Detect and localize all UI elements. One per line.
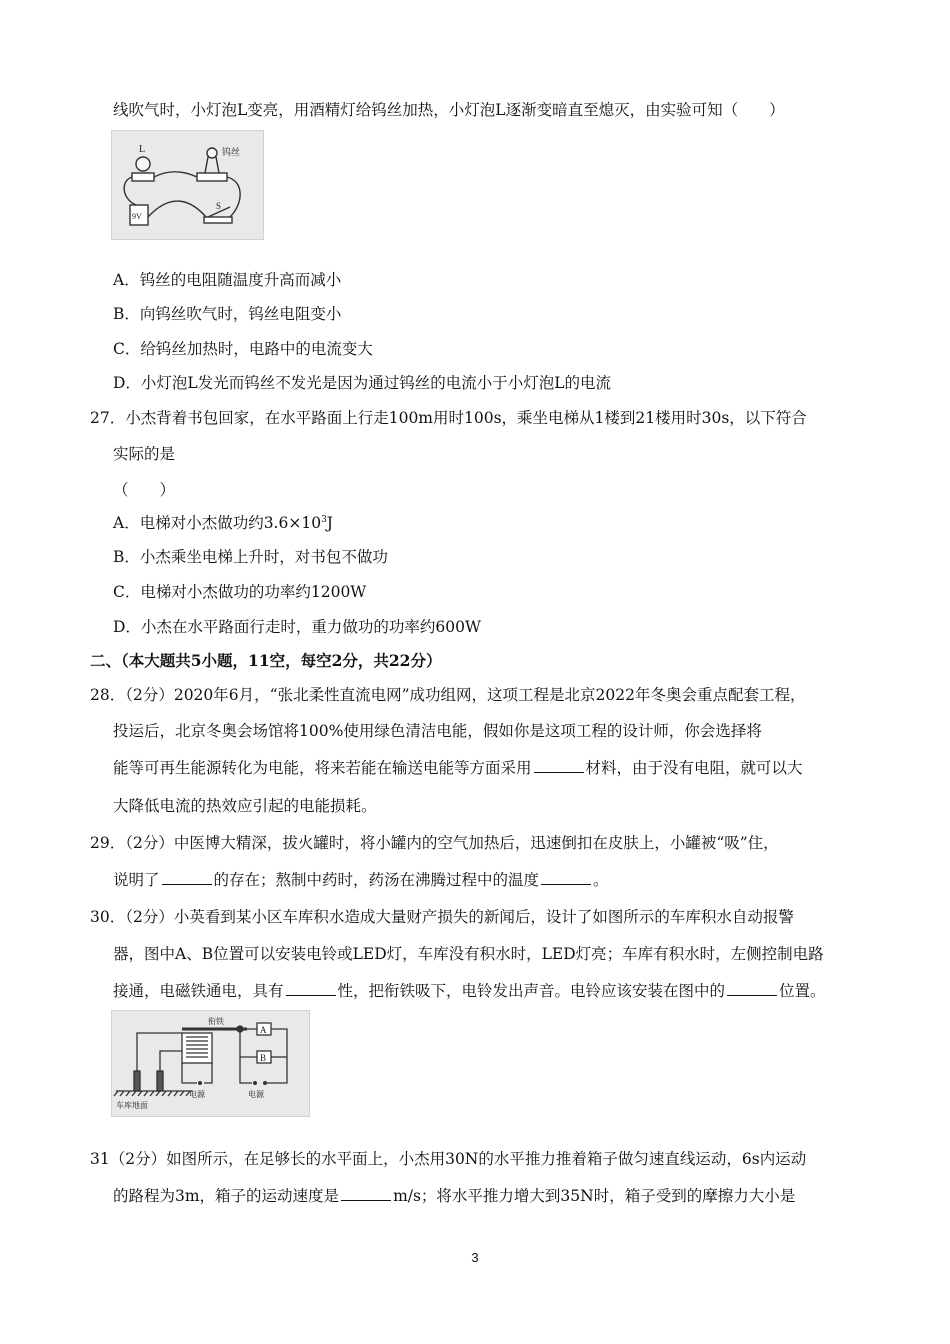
q30-label-power-1: 电源 bbox=[189, 1090, 205, 1099]
q27-option-a bbox=[113, 513, 333, 533]
q31-answer-blank[interactable] bbox=[341, 1186, 391, 1201]
q29-line2-mid: 的存在；熬制中药时，药汤在沸腾过程中的温度 bbox=[213, 871, 540, 889]
q26-option-b: B．向钨丝吹气时，钨丝电阻变小 bbox=[113, 305, 342, 323]
q27-option-c: C．电梯对小杰做功的功率约1200W bbox=[113, 583, 367, 601]
q27-stem-line1: 27．小杰背着书包回家，在水平路面上行走100m用时100s，乘坐电梯从1楼到21楼用时30s，以下符合 bbox=[90, 409, 807, 427]
q29-line1: 29．（2分）中医博大精深，拔火罐时，将小罐内的空气加热后，迅速倒扣在皮肤上，小罐被“吸”住， bbox=[90, 834, 779, 852]
q31-line2-post: m/s；将水平推力增大到35N时，箱子受到的摩擦力大小是 bbox=[393, 1187, 796, 1205]
q26-circuit-figure bbox=[111, 130, 264, 240]
q29-line2 bbox=[113, 870, 609, 890]
q30-line1: 30．（2分）小英看到某小区车库积水造成大量财产损失的新闻后，设计了如图所示的车库积水自动报警 bbox=[90, 908, 794, 926]
q30-alarm-circuit-figure bbox=[111, 1010, 310, 1117]
q28-line2: 投运后，北京冬奥会场馆将100%使用绿色清洁电能，假如你是这项工程的设计师，你会选择将 bbox=[113, 722, 762, 740]
q30-line2: 器，图中A、B位置可以安装电铃或LED灯，车库没有积水时，LED灯亮；车库有积水时，左侧控制电路 bbox=[113, 945, 824, 963]
q30-answer-blank-2[interactable] bbox=[727, 981, 777, 996]
q30-label-floor: 车库地面 bbox=[116, 1101, 148, 1110]
q26-label-lamp: L bbox=[139, 144, 146, 155]
q26-option-a: A．钨丝的电阻随温度升高而减小 bbox=[113, 271, 342, 289]
q29-line2-post: 。 bbox=[593, 871, 609, 889]
q31-line2 bbox=[113, 1186, 795, 1206]
q26-option-d: D．小灯泡L发光而钨丝不发光是因为通过钨丝的电流小于小灯泡L的电流 bbox=[113, 374, 612, 392]
q31-line1: 31（2分）如图所示，在足够长的水平面上，小杰用30N的水平推力推着箱子做匀速直线运动，6s内运动 bbox=[90, 1150, 807, 1168]
q27-answer-paren: （ ） bbox=[113, 481, 176, 499]
q27-stem-line2: 实际的是 bbox=[113, 445, 176, 463]
q26-option-c: C．给钨丝加热时，电路中的电流变大 bbox=[113, 340, 373, 358]
q28-line1: 28．（2分）2020年6月，“张北柔性直流电网”成功组网，这项工程是北京2022年冬奥会重点配套工程， bbox=[90, 686, 806, 704]
q28-answer-blank[interactable] bbox=[534, 758, 584, 773]
q28-line3-pre: 能等可再生能源转化为电能，将来若能在输送电能等方面采用 bbox=[113, 759, 532, 777]
q28-line3 bbox=[113, 758, 803, 778]
q30-answer-blank-1[interactable] bbox=[286, 981, 336, 996]
q27-option-b: B．小杰乘坐电梯上升时，对书包不做功 bbox=[113, 548, 388, 566]
page-number: 3 bbox=[471, 1250, 479, 1265]
q30-line3-pre: 接通，电磁铁通电，具有 bbox=[113, 982, 284, 1000]
q27-option-a-exponent: 3 bbox=[321, 514, 327, 525]
q30-line3-post: 位置。 bbox=[779, 982, 826, 1000]
q29-line2-pre: 说明了 bbox=[113, 871, 160, 889]
q26-label-switch: S bbox=[216, 201, 222, 211]
q29-answer-blank-2[interactable] bbox=[541, 870, 591, 885]
section-2-heading: 二、（本大题共5小题，11空，每空2分，共22分） bbox=[90, 651, 442, 670]
q30-label-a: A bbox=[260, 1025, 267, 1035]
q27-option-a-unit: J bbox=[326, 514, 334, 532]
q30-line3 bbox=[113, 981, 826, 1001]
q30-line3-mid: 性，把衔铁吸下，电铃发出声音。电铃应该安装在图中的 bbox=[337, 982, 726, 1000]
q27-option-a-text: A．电梯对小杰做功约3.6×10 bbox=[113, 514, 322, 532]
q26-stem: 线吹气时，小灯泡L变亮，用酒精灯给钨丝加热，小灯泡L逐渐变暗直至熄灭，由实验可知（ ） bbox=[113, 101, 785, 119]
q27-option-d: D．小杰在水平路面行走时，重力做功的功率约600W bbox=[113, 618, 481, 636]
q28-line3-post: 材料，由于没有电阻，就可以大 bbox=[585, 759, 803, 777]
q26-label-battery: 9V bbox=[132, 212, 142, 221]
q30-label-power-2: 电源 bbox=[248, 1090, 264, 1099]
q30-label-b: B bbox=[260, 1053, 267, 1063]
q28-line4: 大降低电流的热效应引起的电能损耗。 bbox=[113, 797, 377, 815]
q26-label-wire: 钨丝 bbox=[222, 148, 241, 158]
q29-answer-blank-1[interactable] bbox=[162, 870, 212, 885]
q30-label-armature: 衔铁 bbox=[208, 1017, 224, 1026]
q31-line2-pre: 的路程为3m，箱子的运动速度是 bbox=[113, 1187, 340, 1205]
